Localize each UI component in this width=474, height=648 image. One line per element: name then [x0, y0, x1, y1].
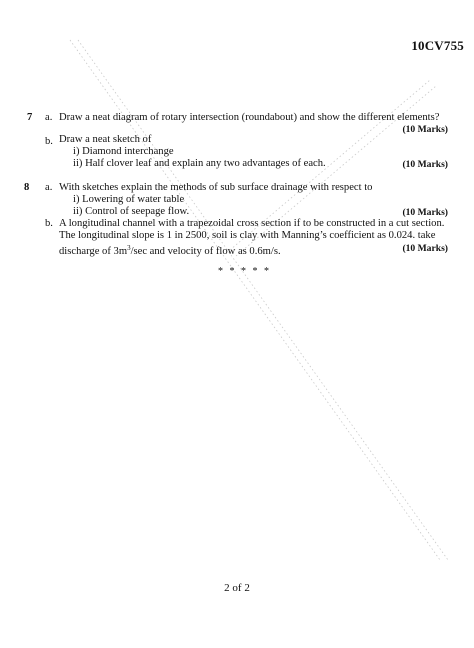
marks-label: (10 Marks): [402, 124, 448, 135]
sub-item: ii) Half clover leaf and explain any two advantages of each.: [73, 158, 326, 169]
part-label: b.: [45, 136, 53, 147]
sub-item: i) Diamond interchange: [73, 146, 174, 157]
sub-item: i) Lowering of water table: [73, 194, 185, 205]
question-text: Draw a neat sketch of: [59, 134, 152, 145]
marks-label: (10 Marks): [402, 243, 448, 254]
marks-label: (10 Marks): [402, 207, 448, 218]
question-text: With sketches explain the methods of sub surface drainage with respect to: [59, 182, 373, 193]
question-number: 8: [24, 182, 30, 193]
part-label: b.: [45, 218, 53, 229]
question-text: The longitudinal slope is 1 in 2500, soil is clay with Manning’s coefficient as 0.024. take: [59, 230, 436, 241]
question-text: A longitudinal channel with a trapezoidal cross section if to be constructed in a cut section.: [59, 218, 445, 229]
end-marker: * * * * *: [218, 266, 271, 277]
page-number: 2 of 2: [224, 582, 250, 594]
part-label: a.: [45, 112, 53, 123]
question-number: 7: [27, 112, 33, 123]
question-text: discharge of $3m^3/\sec$ and velocity of flow as 0.6m/s.: [59, 244, 281, 257]
paper-code: 10CV755: [411, 38, 464, 53]
marks-label: (10 Marks): [402, 159, 448, 170]
sub-item: ii) Control of seepage flow.: [73, 206, 190, 217]
question-text: Draw a neat diagram of rotary intersection (roundabout) and show the different elements?: [59, 112, 440, 123]
part-label: a.: [45, 182, 53, 193]
